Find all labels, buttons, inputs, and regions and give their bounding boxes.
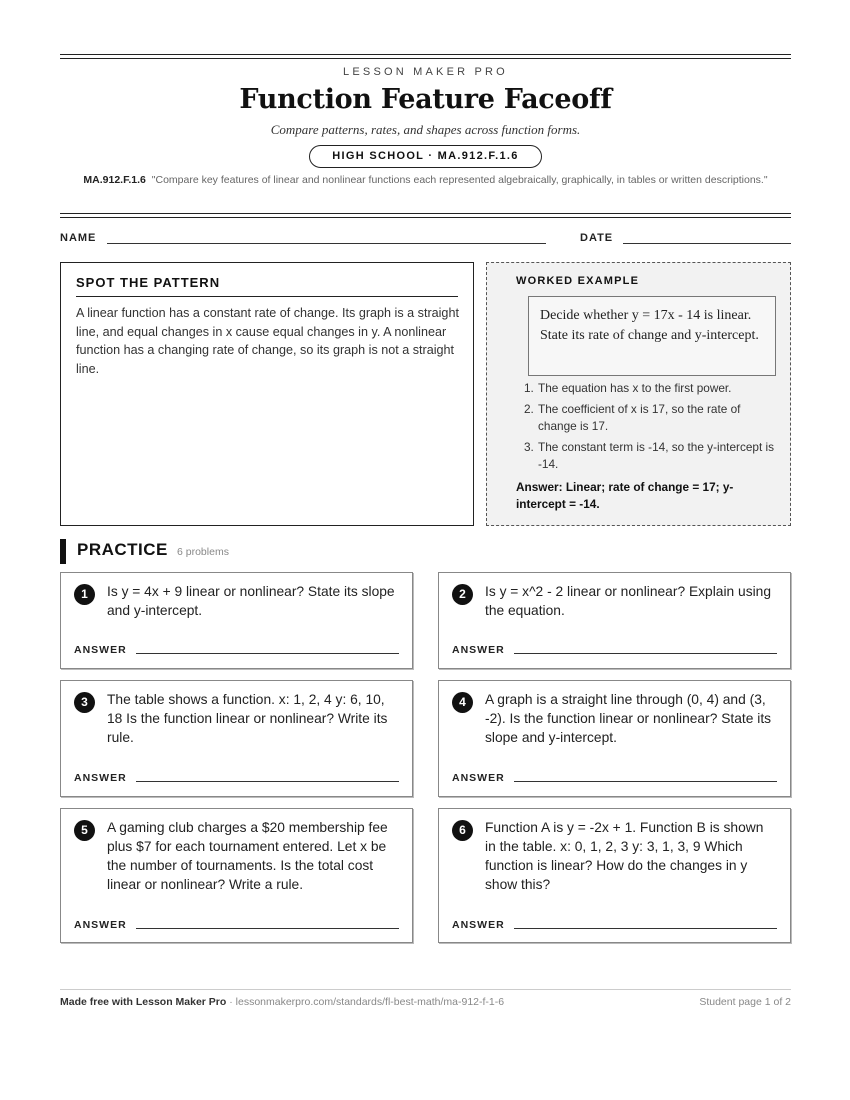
problem-card-4 (438, 680, 791, 797)
worked-example-problem: Decide whether y = 17x - 14 is linear. State its rate of change and y-intercept. (528, 296, 776, 376)
problem-text: The table shows a function. x: 1, 2, 4 y: 6, 10, 18 Is the function linear or nonlinear? Write its rule. (107, 692, 388, 745)
step-text: The coefficient of x is 17, so the rate of change is 17. (538, 402, 741, 433)
step-number: 1. (524, 381, 534, 395)
name-label: NAME (60, 232, 97, 244)
problem-text: Function A is y = -2x + 1. Function B is shown in the table. x: 0, 1, 2, 3 y: 3, 1, 3, 9 Which function is linear? How do the changes in y show this? (485, 820, 764, 892)
footer-divider (60, 989, 791, 990)
problem-text: Is y = x^2 - 2 linear or nonlinear? Explain using the equation. (485, 584, 772, 618)
problem-card-2 (438, 572, 791, 669)
problem-card-6 (438, 808, 791, 943)
answer-line[interactable] (514, 653, 777, 654)
worksheet-page (60, 0, 791, 1100)
header-bottom-double-rule (60, 213, 791, 218)
brand-name: LESSON MAKER PRO (343, 66, 508, 78)
page-subtitle: Compare patterns, rates, and shapes across function forms. (270, 122, 581, 137)
footer-made-with: Made free with Lesson Maker Pro (60, 996, 227, 1008)
problem-number-badge: 1 (74, 584, 95, 605)
answer-line[interactable] (136, 653, 399, 654)
worked-example-title: WORKED EXAMPLE (516, 275, 640, 287)
answer-label: ANSWER (74, 644, 127, 656)
top-double-rule (60, 54, 791, 59)
answer-line[interactable] (514, 781, 777, 782)
worked-example-step (519, 401, 781, 435)
problem-card-1 (60, 572, 413, 669)
footer-url-link[interactable]: lessonmakerpro.com/standards/fl-best-math/ma-912-f-1-6 (235, 996, 505, 1008)
problem-card-3 (60, 680, 413, 797)
worked-example-step (519, 380, 781, 397)
footer-page-number: Student page 1 of 2 (699, 996, 791, 1008)
problem-text: A graph is a straight line through (0, 4) and (3, -2). Is the function linear or nonlinear? State its slope and y-intercept. (485, 692, 772, 745)
step-text: The constant term is -14, so the y-intercept is -14. (538, 440, 775, 471)
step-text: The equation has x to the first power. (538, 381, 732, 395)
problem-number-badge: 2 (452, 584, 473, 605)
step-number: 3. (524, 440, 534, 454)
spot-the-pattern-text: A linear function has a constant rate of change. Its graph is a straight line, and equal changes in x cause equal changes in y. A nonlinear function has a changing rate of change, so its graph is not a straight line. (76, 306, 459, 376)
answer-line[interactable] (136, 928, 399, 929)
answer-line[interactable] (514, 928, 777, 929)
page-title: Function Feature Faceoff (239, 84, 612, 115)
worked-example-box (486, 262, 791, 526)
grade-level-badge: HIGH SCHOOL · MA.912.F.1.6 (309, 145, 542, 168)
problem-card-5 (60, 808, 413, 943)
spot-title-underline (76, 296, 458, 297)
problem-number-badge: 4 (452, 692, 473, 713)
standard-description (80, 173, 771, 188)
problem-text: A gaming club charges a $20 membership fee plus $7 for each tournament entered. Let x be the number of tournaments. Is the total cost linear or nonlinear? Write a rule. (107, 820, 388, 892)
answer-label: ANSWER (452, 772, 505, 784)
problem-text: Is y = 4x + 9 linear or nonlinear? State its slope and y-intercept. (107, 584, 395, 618)
step-number: 2. (524, 402, 534, 416)
footer-credit (60, 996, 504, 1008)
problem-number-badge: 6 (452, 820, 473, 841)
answer-label: ANSWER (452, 644, 505, 656)
spot-the-pattern-title: SPOT THE PATTERN (76, 275, 221, 290)
name-field-line[interactable] (107, 243, 546, 244)
answer-line[interactable] (136, 781, 399, 782)
worked-example-answer: Answer: Linear; rate of change = 17; y-intercept = -14. (516, 480, 734, 511)
answer-label: ANSWER (74, 772, 127, 784)
practice-title: PRACTICE (77, 540, 168, 559)
date-field-line[interactable] (623, 243, 791, 244)
footer-separator: · (226, 996, 236, 1008)
practice-count: 6 problems (177, 546, 229, 558)
standard-code: MA.912.F.1.6 (83, 174, 146, 186)
answer-label: ANSWER (452, 919, 505, 931)
answer-label: ANSWER (74, 919, 127, 931)
practice-accent-bar (60, 539, 66, 564)
worked-example-steps (519, 380, 781, 477)
date-label: DATE (580, 232, 614, 244)
problem-number-badge: 3 (74, 692, 95, 713)
standard-text: "Compare key features of linear and nonlinear functions each represented algebraically, graphically, in tables or written descriptions." (151, 174, 768, 186)
worked-example-step (519, 439, 781, 473)
spot-the-pattern-box (60, 262, 474, 526)
problem-number-badge: 5 (74, 820, 95, 841)
